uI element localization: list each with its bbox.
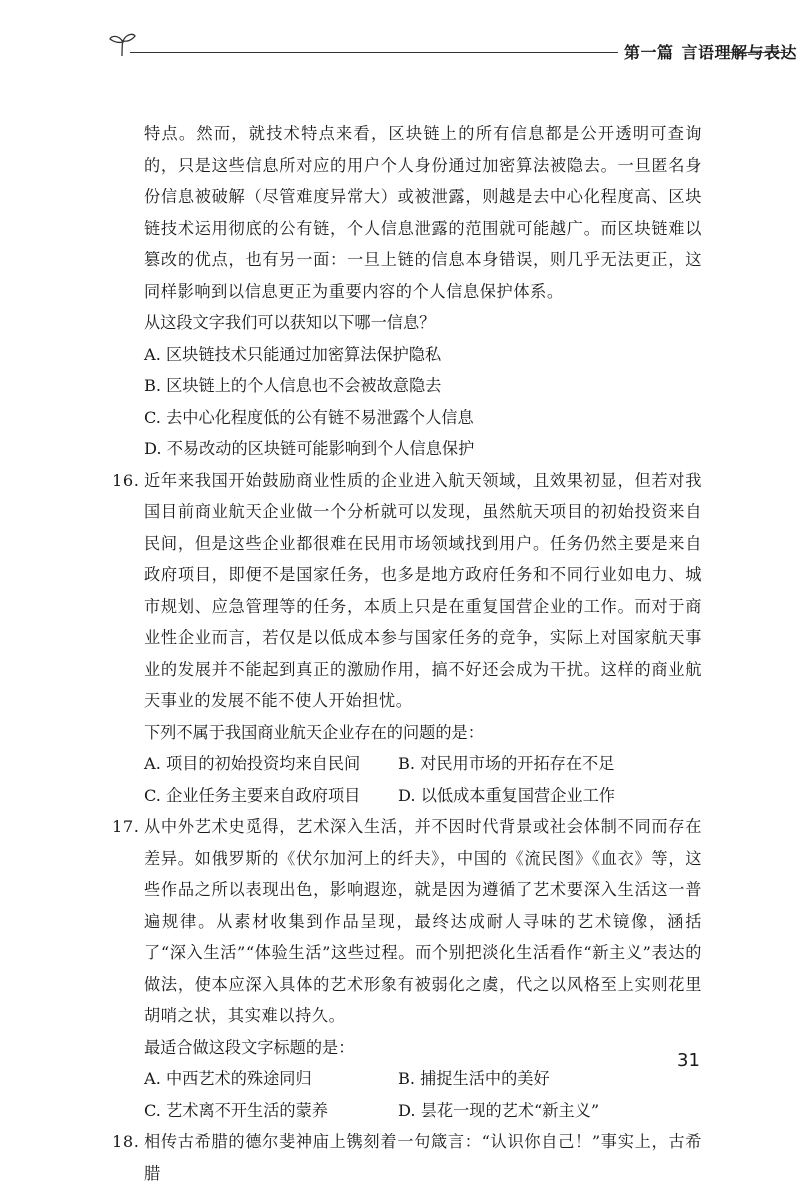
question-number: 16.: [112, 470, 140, 490]
passage-continued: 特点。然而，就技术特点来看，区块链上的所有信息都是公开透明可查询的，只是这些信息所对应的用户个人身份通过加密算法被隐去。一旦匿名身份信息被破解（尽管难度异常大）或被泄露，则越是去中心化程度高、区块链技术运用彻底的公有链，个人信息泄露的范围就可能越广。而区块链难以篡改的优点，也有另一面：一旦上链的信息本身错误，则几乎无法更正，这同样影响到以信息更正为重要内容的个人信息保护体系。: [144, 124, 702, 301]
option-row: [112, 780, 702, 812]
question-number: 17.: [112, 817, 140, 836]
option-row: [112, 1063, 702, 1095]
option-row: [112, 748, 702, 780]
option-a: A. 中西艺术的殊途同归: [144, 1069, 312, 1088]
option-d: D. 不易改动的区块链可能影响到个人信息保护: [144, 439, 475, 458]
question-stem: 下列不属于我国商业航天企业存在的问题的是：: [144, 722, 484, 742]
option-c: C. 艺术离不开生活的蒙养: [144, 1100, 328, 1120]
option-a: A. 项目的初始投资均来自民间: [144, 754, 361, 773]
option-b: B. 捕捉生活中的美好: [398, 1069, 550, 1088]
question-17: [112, 811, 702, 1032]
option-c: C. 去中心化程度低的公有链不易泄露个人信息: [144, 407, 474, 427]
page-content: [112, 118, 702, 1189]
question-18: [112, 1126, 702, 1189]
option-c: C. 企业任务主要来自政府项目: [144, 785, 361, 805]
question-passage: 从中外艺术史觅得，艺术深入生活，并不因时代背景或社会体制不同而存在差异。如俄罗斯的《伏尔加河上的纤夫》，中国的《流民图》《血衣》等，这些作品之所以表现出色，影响遐迩，就是因为遵循了艺术要深入生活这一普遍规律。从素材收集到作品呈现，最终达成耐人寻味的艺术镜像，涵括了“深入生活”“体验生活”这些过程。而个别把淡化生活看作“新主义”表达的做法，使本应深入具体的艺术形象有被弱化之虞，代之以风格至上实则花里胡哨之状，其实难以持久。: [144, 817, 702, 1025]
question-16: [112, 465, 702, 717]
option-a: A. 区块链技术只能通过加密算法保护隐私: [144, 344, 442, 364]
question-number: 18.: [112, 1132, 140, 1151]
page-number: 31: [677, 1050, 700, 1071]
header-rule-right: [726, 52, 788, 53]
question-passage: 相传古希腊的德尔斐神庙上镌刻着一句箴言：“认识你自己！”事实上，古希腊: [144, 1132, 702, 1183]
question-stem: 从这段文字我们可以获知以下哪一信息？: [144, 313, 436, 332]
header-rule: [130, 52, 618, 53]
question-stem: 最适合做这段文字标题的是：: [144, 1037, 355, 1057]
header-section: 言语理解与表达: [681, 43, 798, 62]
option-d: D. 以低成本重复国营企业工作: [398, 785, 615, 805]
running-header: [108, 30, 798, 70]
option-row: [112, 1095, 702, 1127]
header-part: 第一篇: [624, 43, 674, 62]
question-passage: 近年来我国开始鼓励商业性质的企业进入航天领域，且效果初显，但若对我国目前商业航天企业做一个分析就可以发现，虽然航天项目的初始投资来自民间，但是这些企业都很难在民用市场领域找到用户。任务仍然主要是来自政府项目，即便不是国家任务，也多是地方政府任务和不同行业如电力、城市规划、应急管理等的任务，本质上只是在重复国营企业的工作。而对于商业性企业而言，若仅是以低成本参与国家任务的竞争，实际上对国家航天事业的发展并不能起到真正的激励作用，搞不好还会成为干扰。这样的商业航天事业的发展不能不使人开始担忧。: [144, 470, 702, 710]
option-d: D. 昙花一现的艺术“新主义”: [398, 1100, 600, 1120]
option-b: B. 对民用市场的开拓存在不足: [398, 754, 615, 773]
option-b: B. 区块链上的个人信息也不会被故意隐去: [144, 376, 442, 395]
sprout-icon: [108, 30, 138, 58]
